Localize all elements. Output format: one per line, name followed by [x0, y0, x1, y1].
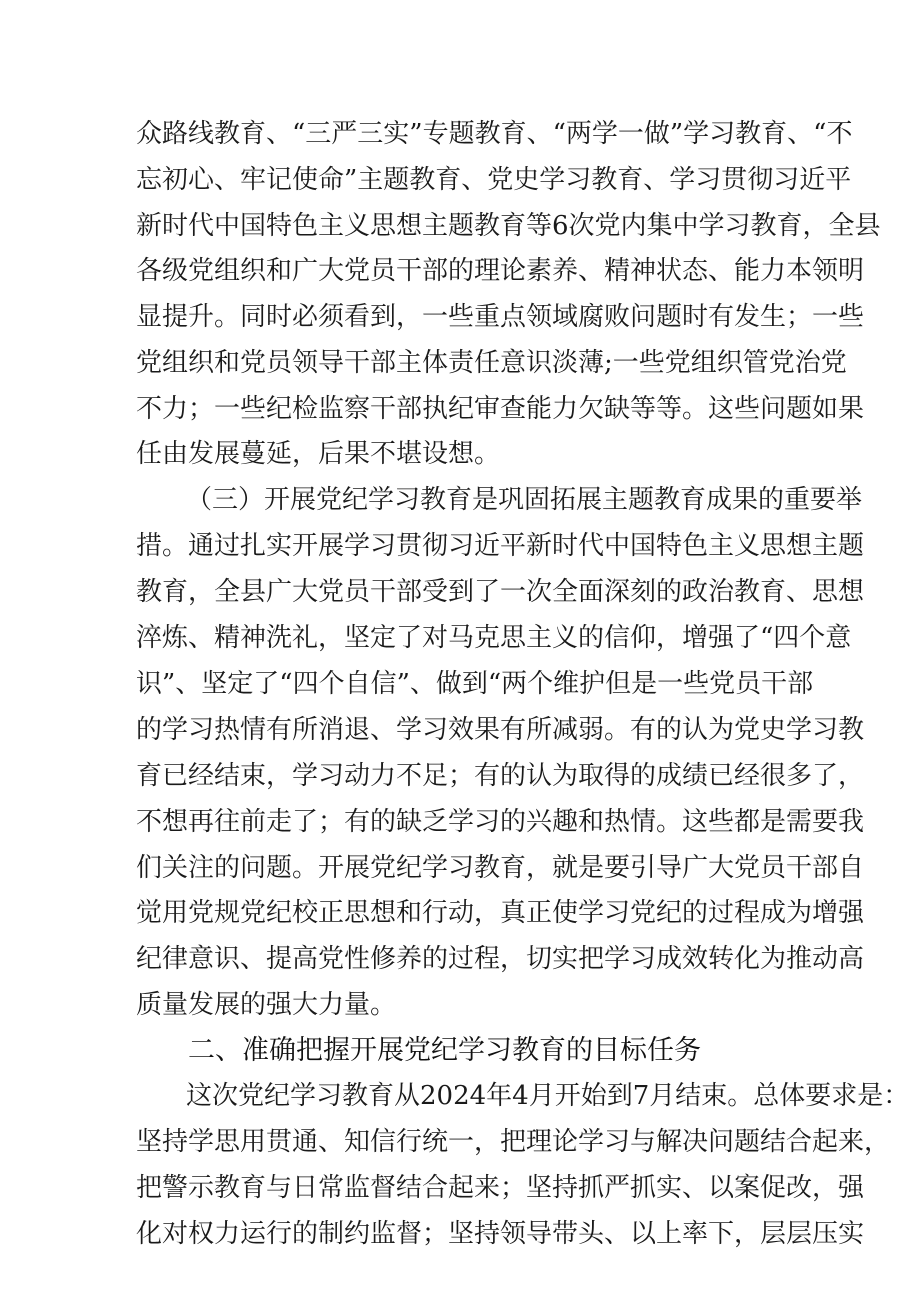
paragraph-2-line-2: 措。通过扎实开展学习贯彻习近平新时代中国特色主义思想主题 — [136, 531, 865, 561]
paragraph-1-line-2: 忘初心、牢记使命”主题教育、党史学习教育、学习贯彻习近平 — [136, 165, 852, 195]
paragraph-2-line-5: 识”、坚定了“四个自信”、做到“两个维护但是一些党员干部 — [136, 669, 814, 699]
paragraph-3-line-3: 把警示教育与日常监督结合起来；坚持抓严抓实、以案促改，强 — [136, 1173, 865, 1203]
paragraph-3-line-4: 化对权力运行的制约监督；坚持领导带头、以上率下，层层压实 — [136, 1219, 865, 1249]
paragraph-2-line-6: 的学习热情有所消退、学习效果有所减弱。有的认为党史学习教 — [136, 715, 865, 745]
paragraph-2-line-4: 淬炼、精神洗礼，坚定了对马克思主义的信仰，增强了“四个意 — [136, 623, 852, 653]
section-heading: 二、准确把握开展党纪学习教育的目标任务 — [188, 1035, 701, 1066]
paragraph-2-line-7: 育已经结束，学习动力不足；有的认为取得的成绩已经很多了， — [136, 761, 865, 791]
paragraph-2-line-8: 不想再往前走了；有的缺乏学习的兴趣和热情。这些都是需要我 — [136, 807, 865, 837]
paragraph-1-line-7: 不力；一些纪检监察干部执纪审查能力欠缺等等。这些问题如果 — [136, 394, 865, 424]
paragraph-1-line-6: 党组织和党员领导干部主体责任意识淡薄;一些党组织管党治党 — [136, 348, 847, 378]
paragraph-1-line-8: 任由发展蔓延，后果不堪设想。 — [136, 439, 501, 469]
paragraph-2-line-1: （三）开展党纪学习教育是巩固拓展主题教育成果的重要举 — [186, 485, 863, 515]
paragraph-2-line-10: 觉用党规党纪校正思想和行动，真正使学习党纪的过程成为增强 — [136, 898, 865, 928]
paragraph-3-line-2: 坚持学思用贯通、知信行统一，把理论学习与解决问题结合起来， — [136, 1127, 891, 1157]
paragraph-1-line-1: 众路线教育、“三严三实”专题教育、“两学一做”学习教育、“不 — [136, 119, 853, 149]
paragraph-3-line-1: 这次党纪学习教育从2024年4月开始到7月结束。总体要求是： — [186, 1081, 910, 1111]
paragraph-2-line-9: 们关注的问题。开展党纪学习教育，就是要引导广大党员干部自 — [136, 853, 865, 883]
paragraph-1-line-5: 显提升。同时必须看到，一些重点领域腐败问题时有发生；一些 — [136, 302, 865, 332]
paragraph-1-line-4: 各级党组织和广大党员干部的理论素养、精神状态、能力本领明 — [136, 256, 865, 286]
paragraph-1-line-3: 新时代中国特色主义思想主题教育等6次党内集中学习教育，全县 — [136, 211, 881, 241]
paragraph-2-line-11: 纪律意识、提高党性修养的过程，切实把学习成效转化为推动高 — [136, 944, 865, 974]
paragraph-2-line-3: 教育，全县广大党员干部受到了一次全面深刻的政治教育、思想 — [136, 577, 865, 607]
paragraph-2-line-12: 质量发展的强大力量。 — [136, 990, 397, 1020]
